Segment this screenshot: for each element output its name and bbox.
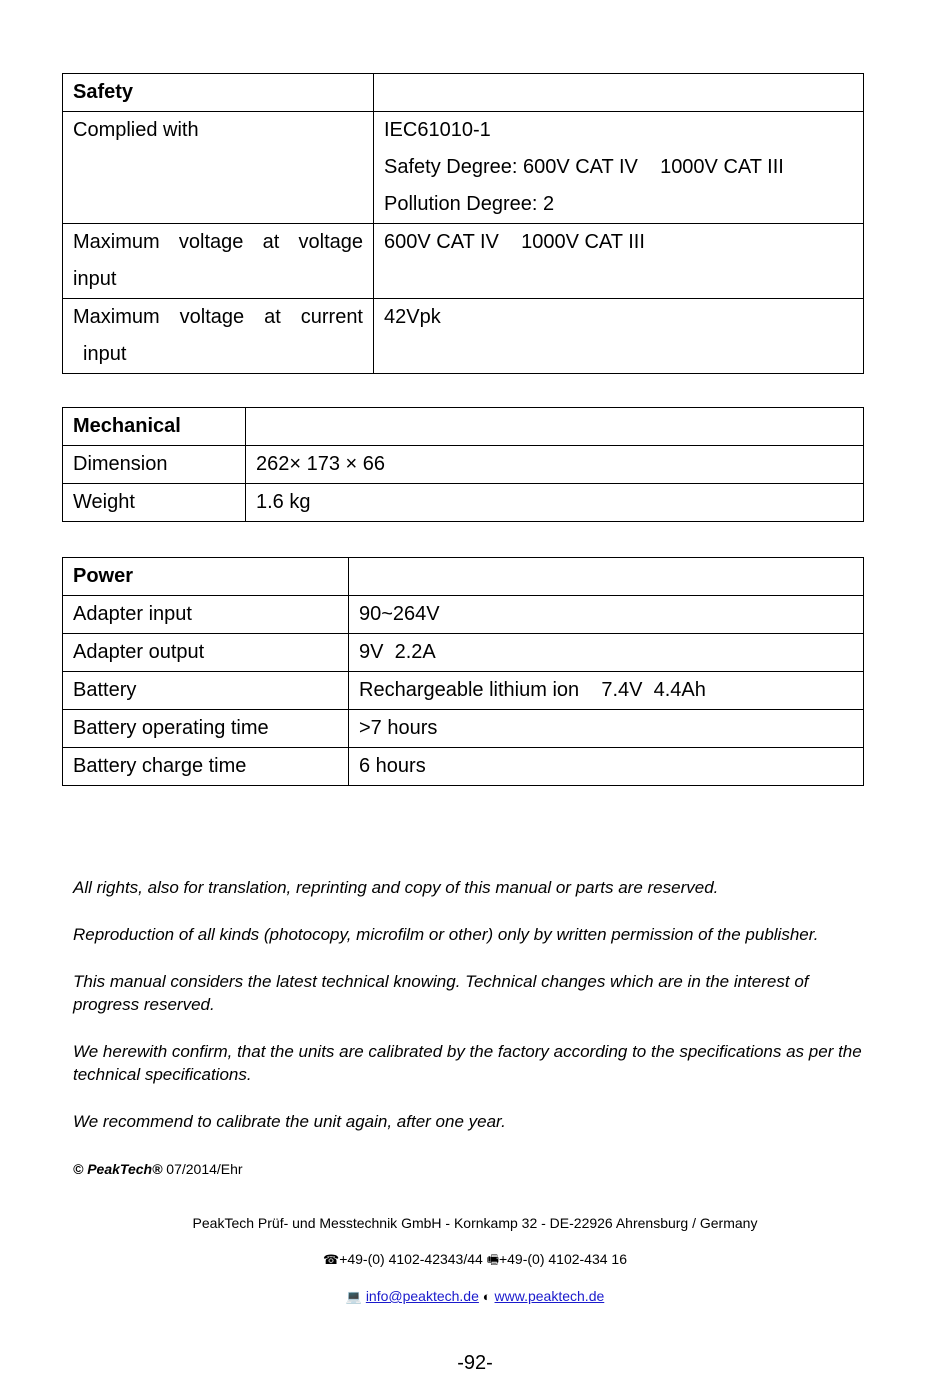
row-value: 600V CAT IV 1000V CAT III xyxy=(374,224,864,299)
label-line: input xyxy=(73,268,117,290)
note-paragraph: Reproduction of all kinds (photocopy, microfilm or other) only by written permission of the publisher. xyxy=(73,925,819,944)
empty-cell xyxy=(374,74,864,112)
label-line: Maximum voltage at current xyxy=(73,306,363,328)
row-value: 262× 173 × 66 xyxy=(246,446,864,484)
legal-notes xyxy=(73,876,873,1157)
row-value: 90~264V xyxy=(349,596,864,634)
table-row xyxy=(63,74,864,112)
note-paragraph: We recommend to calibrate the unit again, after one year. xyxy=(73,1112,506,1131)
copyright-symbol: © xyxy=(73,1161,84,1177)
row-label: Battery operating time xyxy=(63,710,349,748)
table-row xyxy=(63,224,864,299)
safety-header: Safety xyxy=(63,74,374,112)
version-code: 07/2014/Ehr xyxy=(166,1161,243,1177)
row-value: 1.6 kg xyxy=(246,484,864,522)
table-row xyxy=(63,710,864,748)
row-label: Battery charge time xyxy=(63,748,349,786)
email-link[interactable]: info@peaktech.de xyxy=(365,1288,479,1304)
value-line: Safety Degree: 600V CAT IV 1000V CAT III xyxy=(384,156,784,178)
note-paragraph: This manual considers the latest technical knowing. Technical changes which are in the interest of progress reserved. xyxy=(73,972,809,1014)
brand-name: PeakTech® xyxy=(87,1161,163,1177)
fax-number: +49-(0) 4102-434 16 xyxy=(498,1251,628,1267)
phone-number: +49-(0) 4102-42343/44 xyxy=(339,1251,483,1267)
row-label: Adapter input xyxy=(63,596,349,634)
table-row xyxy=(63,634,864,672)
row-value: 9V 2.2A xyxy=(349,634,864,672)
mechanical-table xyxy=(62,407,864,522)
row-label: Complied with xyxy=(63,112,374,224)
value-line: Pollution Degree: 2 xyxy=(384,193,555,215)
contact-phone-line xyxy=(0,1251,950,1273)
row-label: Dimension xyxy=(63,446,246,484)
label-line: input xyxy=(83,343,127,365)
row-value: 6 hours xyxy=(349,748,864,786)
row-label: Adapter output xyxy=(63,634,349,672)
row-value: >7 hours xyxy=(349,710,864,748)
table-row xyxy=(63,446,864,484)
row-label: Battery xyxy=(63,672,349,710)
table-row xyxy=(63,672,864,710)
copyright-line xyxy=(73,1161,243,1177)
phone-icon: ☎ xyxy=(322,1252,340,1267)
empty-cell xyxy=(349,558,864,596)
company-address: PeakTech Prüf- und Messtechnik GmbH - Kornkamp 32 - DE-22926 Ahrensburg / Germany xyxy=(192,1215,758,1231)
table-row xyxy=(63,408,864,446)
contact-web-line xyxy=(0,1288,950,1305)
empty-cell xyxy=(246,408,864,446)
computer-icon: 💻 xyxy=(345,1289,362,1304)
fax-icon: 🖷 xyxy=(486,1252,499,1267)
value-line: IEC61010-1 xyxy=(384,119,491,141)
note-paragraph: We herewith confirm, that the units are calibrated by the factory according to the specifications as per the technical specifications. xyxy=(73,1042,862,1084)
row-label: Weight xyxy=(63,484,246,522)
safety-table xyxy=(62,73,864,374)
power-header: Power xyxy=(63,558,349,596)
website-link[interactable]: www.peaktech.de xyxy=(494,1288,605,1304)
note-paragraph: All rights, also for translation, reprinting and copy of this manual or parts are reserved. xyxy=(73,878,719,897)
power-table xyxy=(62,557,864,786)
mechanical-header: Mechanical xyxy=(63,408,246,446)
row-value xyxy=(374,112,864,224)
table-row xyxy=(63,748,864,786)
table-row xyxy=(63,112,864,224)
table-row xyxy=(63,558,864,596)
globe-icon: ◐ xyxy=(482,1289,491,1304)
row-value: 42Vpk xyxy=(374,299,864,374)
page-number: -92- xyxy=(457,1352,493,1374)
table-row xyxy=(63,299,864,374)
row-label xyxy=(63,299,374,374)
table-row xyxy=(63,484,864,522)
table-row xyxy=(63,596,864,634)
label-line: Maximum voltage at voltage xyxy=(73,231,363,253)
row-label xyxy=(63,224,374,299)
row-value: Rechargeable lithium ion 7.4V 4.4Ah xyxy=(349,672,864,710)
